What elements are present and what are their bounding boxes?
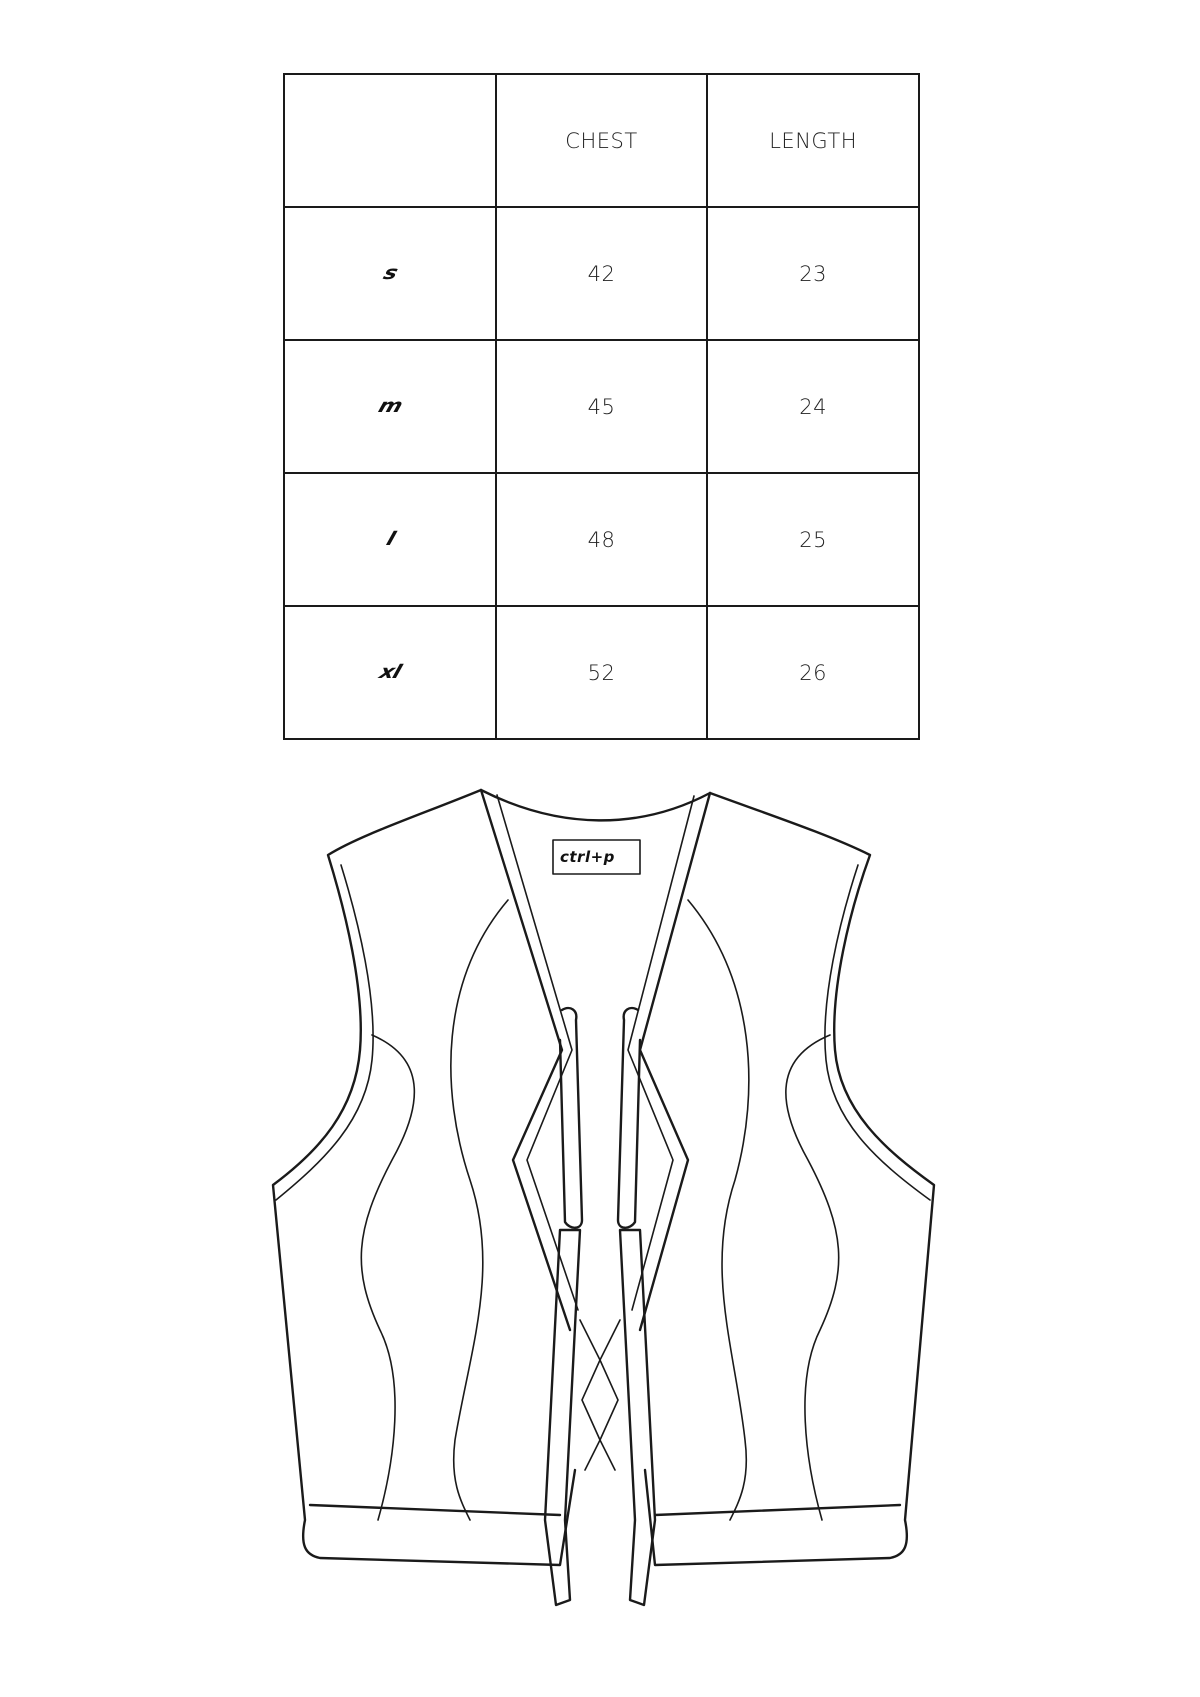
- chest-cell: 42: [496, 207, 708, 340]
- length-cell: 23: [707, 207, 919, 340]
- panel-seam-right: [688, 900, 749, 1520]
- vest-outline-right: [645, 793, 934, 1565]
- table-row: [284, 606, 919, 739]
- panel-seam-left-side: [361, 1035, 414, 1520]
- size-label: m: [375, 395, 405, 418]
- header-row: [284, 74, 919, 207]
- size-cell: [284, 207, 496, 340]
- header-cell-empty: [284, 74, 496, 207]
- header-cell-chest: CHEST: [496, 74, 708, 207]
- back-neckline: [481, 790, 710, 820]
- hem-binding: [310, 1505, 900, 1515]
- vest-illustration: [0, 760, 1200, 1660]
- length-cell: 24: [707, 340, 919, 473]
- size-label: s: [380, 262, 400, 285]
- armhole-binding-left: [276, 865, 373, 1200]
- lacing-right: [600, 1320, 620, 1470]
- front-placket-right-outer: [640, 793, 710, 1330]
- panel-seam-right-side: [786, 1035, 839, 1520]
- size-cell: [284, 606, 496, 739]
- table-row: [284, 340, 919, 473]
- armhole-binding-right: [825, 865, 930, 1200]
- size-cell: [284, 340, 496, 473]
- front-placket-right-inner: [628, 796, 694, 1310]
- tie-loop-right: [618, 1008, 640, 1228]
- length-cell: 25: [707, 473, 919, 606]
- panel-seam-left: [451, 900, 508, 1520]
- length-cell: 26: [707, 606, 919, 739]
- lacing-left: [580, 1320, 600, 1470]
- header-cell-length: LENGTH: [707, 74, 919, 207]
- size-label: l: [383, 528, 397, 551]
- size-label: xl: [376, 661, 404, 684]
- brand-label-text: ctrl+p: [560, 848, 615, 866]
- table-row: [284, 207, 919, 340]
- chest-cell: 48: [496, 473, 708, 606]
- vest-technical-drawing: [0, 760, 1200, 1660]
- chest-cell: 52: [496, 606, 708, 739]
- size-chart-table: [283, 73, 920, 740]
- table-row: [284, 473, 919, 606]
- size-cell: [284, 473, 496, 606]
- tie-strap-right: [620, 1230, 655, 1605]
- chest-cell: 45: [496, 340, 708, 473]
- tie-loop-left: [560, 1008, 582, 1228]
